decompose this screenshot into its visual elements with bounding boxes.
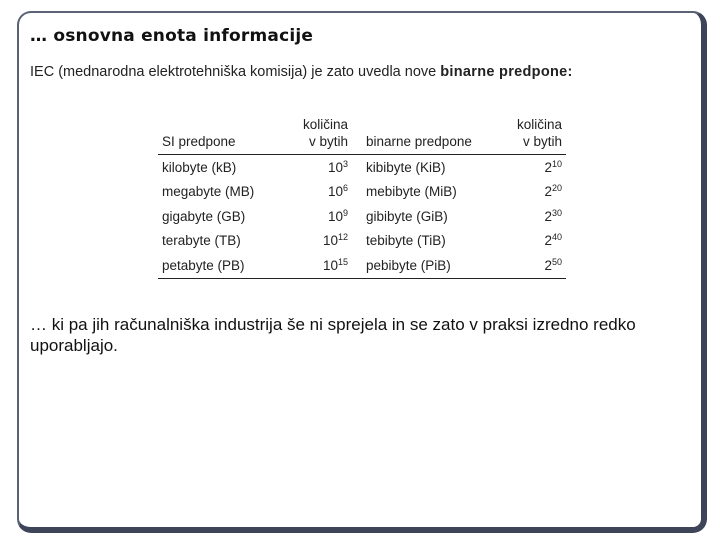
header-si-prefixes: SI predpone [158,116,284,155]
binary-prefix-cell: mebibyte (MiB) [366,184,457,200]
table-row [158,204,566,229]
binary-base: 2 [544,184,552,200]
prefix-table [158,116,566,279]
si-exponent: 12 [337,232,348,243]
si-quantity-cell [284,155,352,180]
si-prefix-cell: terabyte (TB) [162,233,241,249]
binary-exponent: 50 [551,256,562,267]
si-exponent: 15 [337,256,348,267]
header-binary-quantity-line2: v bytih [522,134,562,149]
binary-exponent: 30 [551,207,562,218]
si-quantity-cell [284,229,352,254]
table-header-row [158,116,566,155]
binary-base: 2 [544,208,552,224]
binary-base: 2 [544,257,552,273]
si-base: 10 [322,233,338,249]
table-row [158,180,566,205]
binary-base: 2 [544,159,552,175]
header-si-quantity-line2: v bytih [308,134,348,149]
intro-text-bold: binarne predpone: [440,64,573,80]
binary-quantity-cell [500,204,566,229]
si-exponent: 6 [342,183,348,194]
binary-quantity-cell [500,229,566,254]
si-prefix-cell: megabyte (MB) [162,184,255,200]
table-row [158,253,566,278]
binary-prefix-cell: pebibyte (PiB) [352,253,500,278]
table-row [158,155,566,180]
binary-prefix-cell: tebibyte (TiB) [366,233,446,249]
si-quantity-cell [284,253,352,278]
intro-text-plain: IEC (mednarodna elektrotehniška komisija) je zato uvedla nove [30,64,441,80]
si-base: 10 [327,208,343,224]
header-si-quantity [284,116,352,155]
si-prefix-cell: petabyte (PB) [158,253,284,278]
si-base: 10 [327,184,343,200]
si-quantity-cell [284,180,352,205]
header-binary-quantity-line1: količina [516,117,562,132]
header-si-quantity-line1: količina [302,117,348,132]
footer-text: … ki pa jih računalniška industrija še ni sprejela in se zato v praksi izredno redko uporabljajo. [30,315,636,355]
si-base: 10 [322,257,338,273]
binary-quantity-cell [500,180,566,205]
binary-quantity-cell [500,155,566,180]
binary-quantity-cell [500,253,566,278]
si-exponent: 3 [342,158,348,169]
si-exponent: 9 [342,207,348,218]
slide-title: … osnovna enota informacije [30,26,314,46]
si-prefix-cell: gigabyte (GB) [162,208,246,224]
binary-exponent: 20 [551,183,562,194]
binary-exponent: 40 [551,232,562,243]
si-quantity-cell [284,204,352,229]
header-binary-quantity [500,116,566,155]
si-prefix-cell: kilobyte (kB) [162,159,237,175]
table-row [158,229,566,254]
binary-exponent: 10 [551,158,562,169]
header-binary-prefixes: binarne predpone [352,116,500,155]
binary-base: 2 [544,233,552,249]
binary-prefix-cell: kibibyte (KiB) [366,159,446,175]
si-base: 10 [327,159,343,175]
intro-text [30,64,690,80]
binary-prefix-cell: gibibyte (GiB) [366,208,448,224]
